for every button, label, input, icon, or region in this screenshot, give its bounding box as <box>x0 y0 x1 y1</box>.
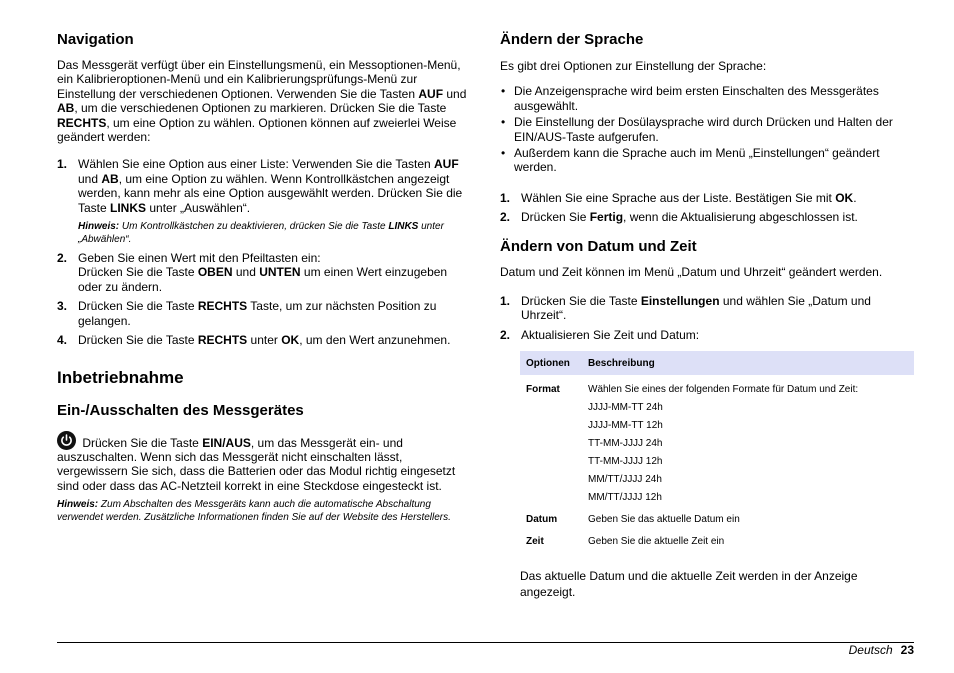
footer-divider <box>57 642 914 643</box>
list-item: • Die Einstellung der Dosülaysprache wird durch Drücken und Halten der EIN/AUS-Taste aufgerufen. <box>501 115 893 144</box>
table-cell-description <box>582 507 914 529</box>
heading-navigation: Navigation <box>57 31 134 48</box>
sprache-bullets <box>500 84 914 174</box>
table-header-row <box>520 351 914 375</box>
column-header: Beschreibung <box>582 351 914 375</box>
nav-step-3 <box>57 299 472 328</box>
step-text: Drücken Sie die Taste RECHTS unter OK, um den Wert anzunehmen. <box>78 333 451 348</box>
nav-step-2 <box>57 251 472 294</box>
cell-line: TT-MM-JJJJ 12h <box>588 456 663 468</box>
datum-after: Das aktuelle Datum und die aktuelle Zeit werden in der Anzeige angezeigt. <box>520 569 858 599</box>
column-header: Optionen <box>520 351 582 375</box>
step-text: Wählen Sie eine Option aus einer Liste: Verwenden Sie die Tasten AUF und AB, um eine Option zu wählen. Wenn Kontrollkästchen angezeigt werden, kann mehr als eine Option ausgewählt werden. Drücken Sie die Taste LINKS unter „Auswählen“. <box>78 157 463 215</box>
list-item: • Die Anzeigensprache wird beim ersten Einschalten des Messgerätes ausgewählt. <box>501 84 879 113</box>
table-cell-key: Format <box>526 384 560 396</box>
nav-step-4 <box>57 333 472 347</box>
step-text: Drücken Sie die Taste RECHTS Taste, um zur nächsten Position zu gelangen. <box>78 299 437 328</box>
cell-line: TT-MM-JJJJ 24h <box>588 438 663 450</box>
datetime-options-table <box>520 351 914 551</box>
table-cell-key: Zeit <box>526 536 544 548</box>
step-number: 2. <box>500 327 511 342</box>
heading-sprache: Ändern der Sprache <box>500 31 644 48</box>
page-number: 23 <box>900 643 914 657</box>
table-cell-description <box>582 529 914 551</box>
power-icon <box>57 431 76 450</box>
datum-step-1 <box>500 294 914 323</box>
step-text: Aktualisieren Sie Zeit und Datum: <box>521 327 700 342</box>
left-column <box>57 30 472 524</box>
cell-line: JJJJ-MM-TT 12h <box>588 420 663 432</box>
page-footer <box>849 643 914 658</box>
table-cell-key: Datum <box>526 514 558 526</box>
step-number: 1. <box>500 190 511 205</box>
cell-line: MM/TT/JJJJ 24h <box>588 474 662 486</box>
step-text: Drücken Sie Fertig, wenn die Aktualisierung abgeschlossen ist. <box>521 210 858 225</box>
sprache-step-1 <box>500 191 914 205</box>
heading-ein-aus: Ein-/Ausschalten des Messgerätes <box>57 401 304 419</box>
sprache-intro: Es gibt drei Optionen zur Einstellung der Sprache: <box>500 59 767 73</box>
cell-line: JJJJ-MM-TT 24h <box>588 402 663 414</box>
list-item: • Außerdem kann die Sprache auch im Menü „Einstellungen“ geändert werden. <box>501 146 880 175</box>
datum-steps <box>500 294 914 342</box>
table-row <box>520 507 914 529</box>
cell-line: Geben Sie die aktuelle Zeit ein <box>588 536 725 548</box>
sprache-step-2 <box>500 210 914 224</box>
heading-inbetriebnahme: Inbetriebnahme <box>57 367 184 387</box>
power-note: Hinweis: Zum Abschalten des Messgeräts kann auch die automatische Abschaltung verwendet werden. Zusätzliche Informationen finden Sie auf der Website des Herstellers. <box>57 499 451 524</box>
step-text: Wählen Sie eine Sprache aus der Liste. Bestätigen Sie mit OK. <box>521 190 857 205</box>
cell-line: Geben Sie das aktuelle Datum ein <box>588 514 740 526</box>
step-text: Geben Sie einen Wert mit den Pfeiltasten ein: Drücken Sie die Taste OBEN und UNTEN um einen Wert einzugeben oder zu ändern. <box>78 251 448 294</box>
datum-step-2 <box>500 328 914 342</box>
step-number: 1. <box>57 157 68 172</box>
cell-line: Wählen Sie eines der folgenden Formate für Datum und Zeit: <box>588 384 859 396</box>
table-cell-description <box>582 375 914 507</box>
step-number: 2. <box>57 251 68 266</box>
right-column <box>500 30 914 600</box>
cell-line: MM/TT/JJJJ 12h <box>588 492 662 504</box>
step-number: 3. <box>57 299 68 314</box>
heading-datum-zeit: Ändern von Datum und Zeit <box>500 237 697 255</box>
footer-language: Deutsch <box>848 643 893 657</box>
nav-note: Hinweis: Um Kontrollkästchen zu deaktivieren, drücken Sie die Taste LINKS unter „Abwählen“. <box>78 221 444 246</box>
step-number: 4. <box>57 333 68 348</box>
table-row <box>520 529 914 551</box>
table-row <box>520 375 914 507</box>
nav-intro: Das Messgerät verfügt über ein Einstellungsmenü, ein Messoptionen-Menü, ein Kalibrieroptionen-Menü und ein Kalibrierungsprüfungs-Menü zur Einstellung der verschiedenen Optionen. Verwenden Sie die Tasten AUF und AB, um die verschiedenen Optionen zu markieren. Drücken Sie die Taste RECHTS, um eine Option zu wählen. Optionen können auf zweierlei Weise geändert werden: <box>57 58 467 145</box>
nav-step-1 <box>57 157 472 246</box>
nav-steps <box>57 157 472 347</box>
sprache-steps <box>500 191 914 225</box>
step-number: 2. <box>500 210 511 225</box>
step-text: Drücken Sie die Taste Einstellungen und wählen Sie „Datum und Uhrzeit“. <box>521 294 871 323</box>
power-paragraph <box>57 431 472 494</box>
power-text: Drücken Sie die Taste EIN/AUS, um das Messgerät ein- und auszuschalten. Wenn sich das Messgerät nicht einschalten lässt, vergewissern Sie sich, dass die Batterien oder das Modul richtig eingesetzt sind oder dass das AC-Netzteil korrekt in eine Steckdose eingesteckt ist. <box>57 435 456 493</box>
step-number: 1. <box>500 294 511 309</box>
datum-intro: Datum und Zeit können im Menü „Datum und Uhrzeit“ geändert werden. <box>500 264 883 279</box>
